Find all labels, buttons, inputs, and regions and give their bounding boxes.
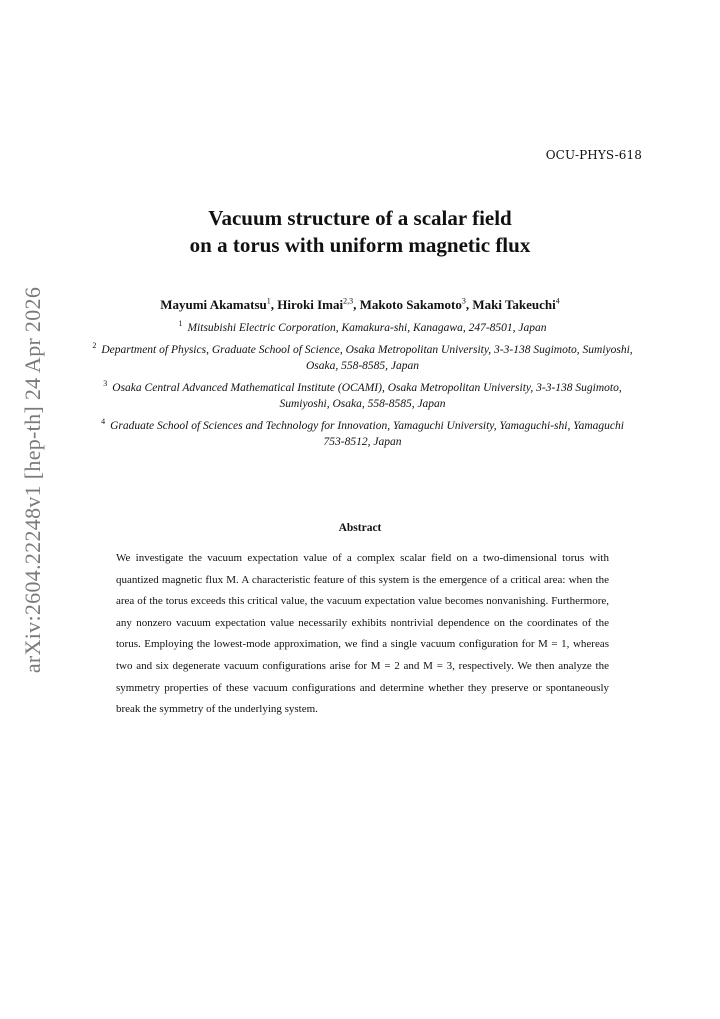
affiliation-number: 3	[103, 379, 108, 389]
arxiv-identifier[interactable]: arXiv:2604.22248v1 [hep-th] 24 Apr 2026	[20, 286, 45, 674]
abstract-heading: Abstract	[338, 522, 382, 534]
author-list: Mayumi Akamatsu$^1$, Hiroki Imai$^{2,3}$, Makoto Sakamoto$^3$, Maki Takeuchi$^4$	[160, 296, 560, 312]
affiliation-text: Graduate School of Sciences and Technology for Innovation, Yamaguchi University, Yamaguchi-shi, Yamaguchi 753-8512, Japan	[110, 420, 624, 448]
author-name: Mayumi Akamatsu	[160, 297, 267, 312]
author-affiliation-mark: 3	[461, 296, 466, 306]
affiliation	[90, 380, 635, 412]
abstract-text: We investigate the vacuum expectation value of a complex scalar field on a two-dimensional torus with quantized magnetic flux M. A characteristic feature of this system is the emergence of a critical area: when the area of the torus exceeds this critical value, the vacuum expectation value becomes nonvanishing. Furthermore, any nonzero vacuum expectation value necessarily exhibits nontrivial dependence on the coordinates of the torus. Employing the lowest-mode approximation, we find a single vacuum configuration for M = 1, whereas two and six degenerate vacuum configurations arise for M = 2 and M = 3, respectively. We then analyze the symmetry properties of these vacuum configurations and determine whether they preserve or spontaneously break the symmetry of the underlying system.	[116, 552, 609, 716]
affiliation-text: Osaka Central Advanced Mathematical Institute (OCAMI), Osaka Metropolitan University, 3-3-138 Sugimoto, Sumiyoshi, Osaka, 558-8585, Japan	[112, 382, 622, 410]
author-name: Hiroki Imai	[277, 297, 344, 312]
author-affiliation-mark: 2,3	[343, 296, 354, 306]
affiliation-number: 4	[101, 417, 106, 427]
affiliation-number: 1	[178, 319, 183, 329]
affiliation-text: Department of Physics, Graduate School of Science, Osaka Metropolitan University, 3-3-138 Sugimoto, Sumiyoshi, Osaka, 558-8585, Japan	[101, 344, 633, 372]
paper-title-line-1: Vacuum structure of a scalar field	[208, 206, 512, 230]
paper-title-line-2: on a torus with uniform magnetic flux	[189, 233, 531, 257]
author-name: Makoto Sakamoto	[359, 297, 462, 312]
report-number: OCU-PHYS-618	[545, 148, 642, 162]
author-affiliation-mark: 4	[555, 296, 560, 306]
affiliation-number: 2	[92, 341, 97, 351]
paper-title	[0, 205, 720, 259]
affiliation	[90, 342, 635, 374]
author-name: Maki Takeuchi	[472, 297, 556, 312]
author-affiliation-mark: 1	[266, 296, 271, 306]
affiliation-list	[90, 320, 635, 456]
affiliation	[90, 320, 635, 336]
affiliation	[90, 418, 635, 450]
affiliation-text: Mitsubishi Electric Corporation, Kamakura-shi, Kanagawa, 247-8501, Japan	[187, 322, 547, 334]
